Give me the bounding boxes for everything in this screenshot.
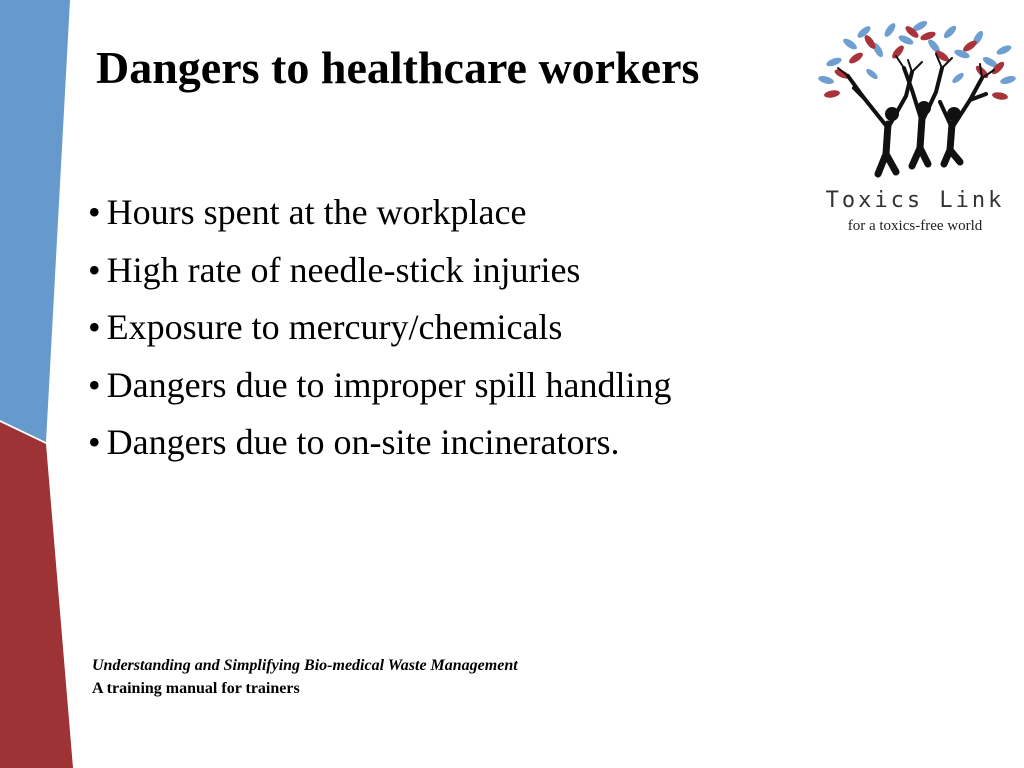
bullet-item: • High rate of needle-stick injuries: [88, 242, 672, 300]
bullet-item: • Exposure to mercury/chemicals: [88, 299, 672, 357]
side-red-band: [0, 422, 73, 768]
dancing-figures: [838, 54, 994, 174]
bullet-item: • Dangers due to improper spill handling: [88, 357, 672, 415]
logo-name: Toxics Link: [825, 188, 1005, 213]
side-decoration: [0, 0, 80, 768]
logo-tagline: for a toxics-free world: [847, 218, 983, 234]
toxics-link-logo: [812, 16, 1022, 232]
slide-title: Dangers to healthcare workers: [96, 42, 700, 93]
bullet-list: [88, 184, 672, 472]
bullet-item: • Hours spent at the workplace: [88, 184, 672, 242]
side-blue-band: [0, 0, 70, 442]
tree-people-logo-icon: [812, 16, 1022, 181]
footer: [92, 654, 518, 700]
footer-title: Understanding and Simplifying Bio-medical Waste Management: [92, 657, 518, 674]
footer-subtitle: A training manual for trainers: [92, 680, 300, 697]
bullet-item: • Dangers due to on-site incinerators.: [88, 414, 672, 472]
